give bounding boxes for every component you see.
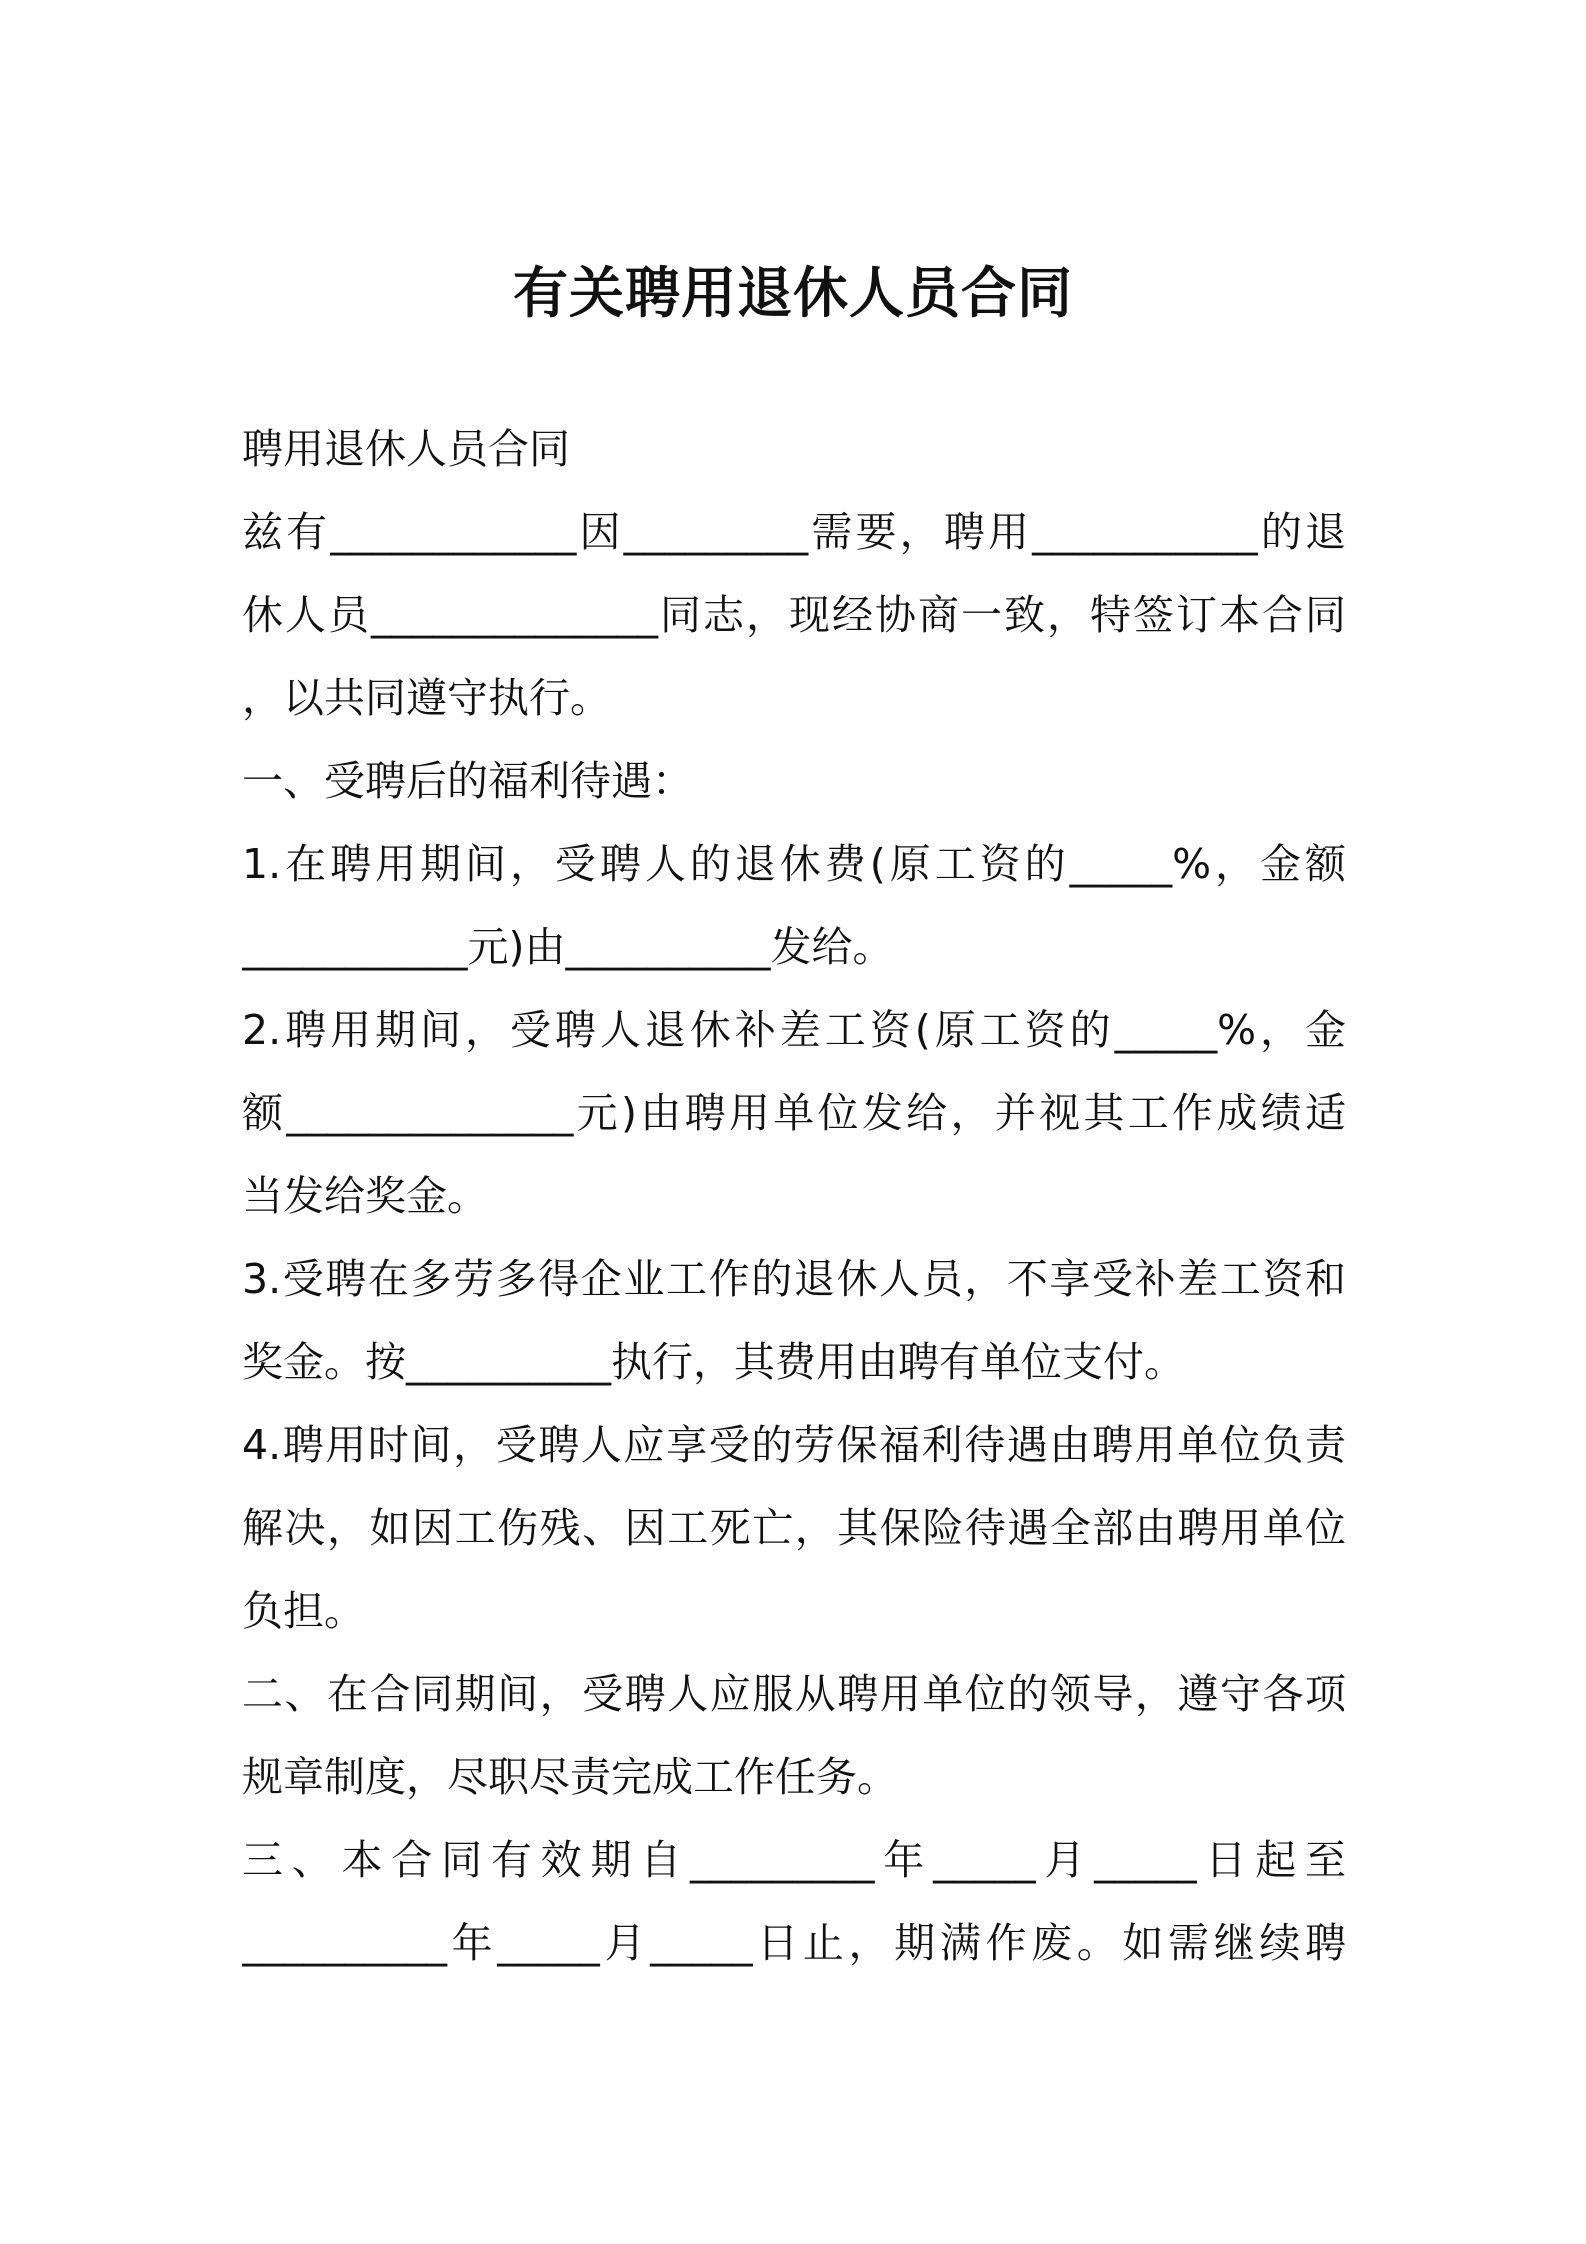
section-heading: 三、本合同有效期自_________年_____月_____日起至 [242,1836,1346,1884]
document-body [242,408,1346,1985]
body-line: ，以共同遵守执行。 [242,674,611,722]
body-line: 兹有____________因_________需要，聘用___________的退 [242,508,1346,556]
body-line: 额______________元)由聘用单位发给，并视其工作成绩适 [242,1089,1346,1137]
body-line: 聘用退休人员合同 [242,425,570,473]
body-line: 负担。 [242,1587,365,1635]
body-line: __________年_____月_____日止，期满作废。如需继续聘 [242,1919,1346,1967]
body-line: 2.聘用期间，受聘人退休补差工资(原工资的_____%，金 [242,1006,1346,1054]
body-line: 解决，如因工伤残、因工死亡，其保险待遇全部由聘用单位 [242,1504,1346,1552]
body-line: 3.受聘在多劳多得企业工作的退休人员，不享受补差工资和 [242,1255,1346,1303]
section-heading: 一、受聘后的福利待遇： [242,757,693,805]
body-line: 规章制度，尽职尽责完成工作任务。 [242,1753,898,1801]
body-line: 奖金。按__________执行，其费用由聘有单位支付。 [242,1338,1185,1386]
section-heading: 二、在合同期间，受聘人应服从聘用单位的领导，遵守各项 [242,1670,1346,1718]
body-line: 休人员______________同志，现经协商一致，特签订本合同 [242,591,1346,639]
document-title: 有关聘用退休人员合同 [512,261,1073,325]
body-line: ___________元)由__________发给。 [242,923,894,971]
body-line: 4.聘用时间，受聘人应享受的劳保福利待遇由聘用单位负责 [242,1421,1346,1469]
body-line: 1.在聘用期间，受聘人的退休费(原工资的_____%，金额 [242,840,1346,888]
body-line: 当发给奖金。 [242,1172,488,1220]
